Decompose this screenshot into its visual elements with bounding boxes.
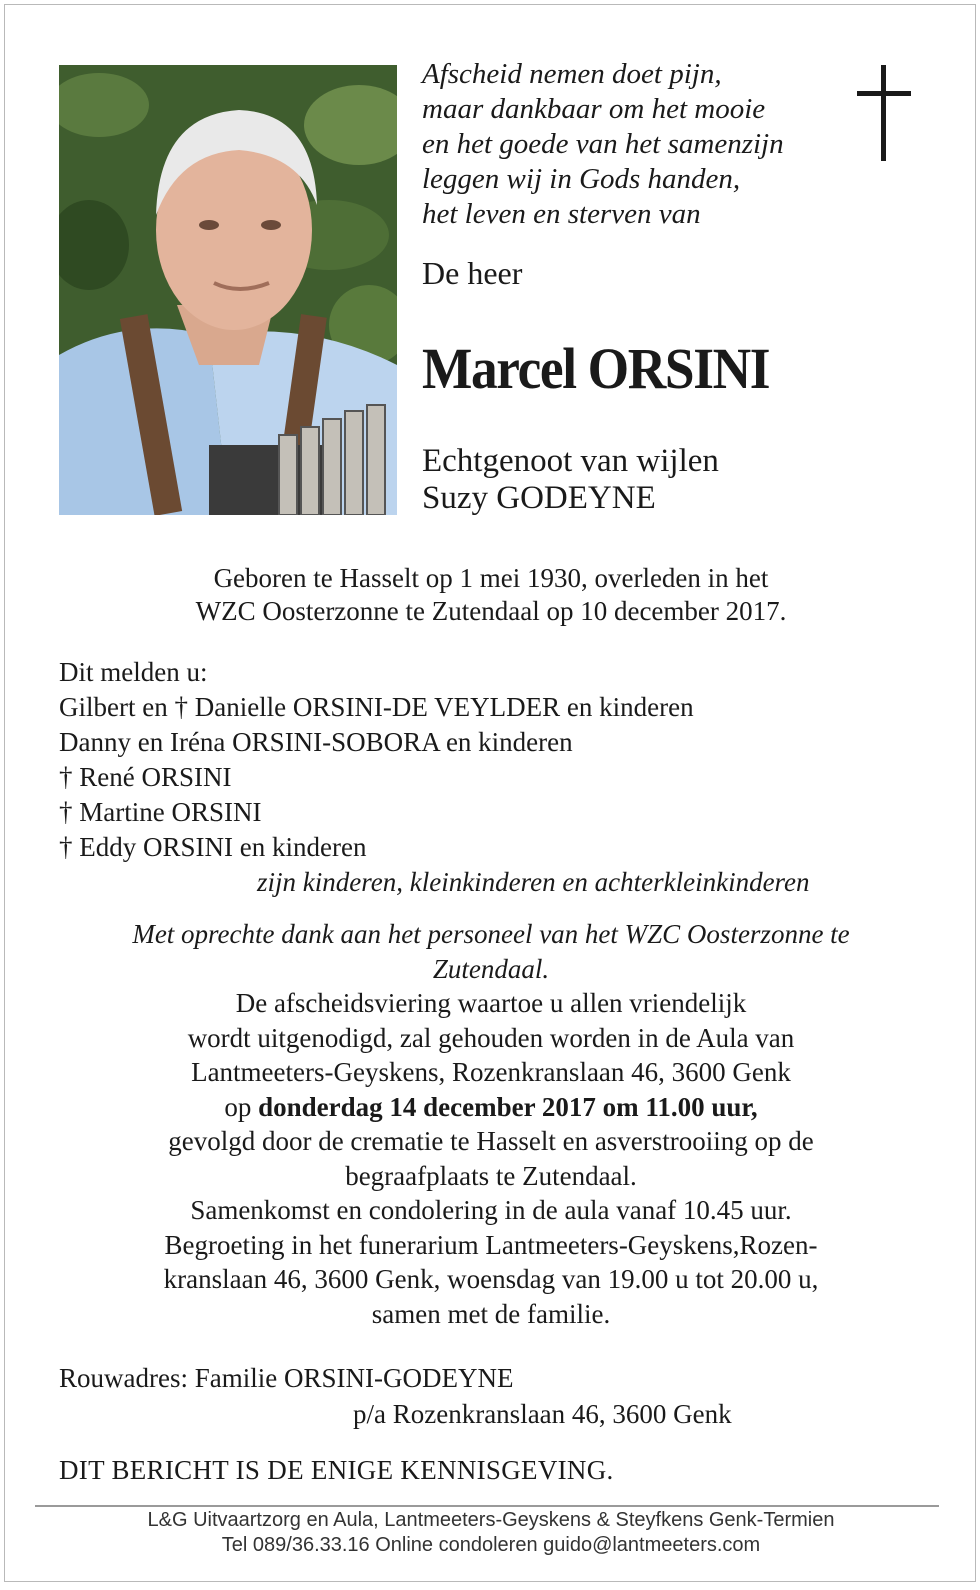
family-list [59, 655, 810, 897]
ceremony-date: donderdag 14 december 2017 om 11.00 uur, [258, 1091, 758, 1122]
thanks-line: Zutendaal. [432, 953, 550, 984]
ceremony-line: begraafplaats te Zutendaal. [345, 1160, 637, 1191]
poem [422, 57, 852, 232]
footer-line: L&G Uitvaartzorg en Aula, Lantmeeters-Geyskens & Steyfkens Genk-Termien [147, 1509, 835, 1531]
ceremony-line: wordt uitgenodigd, zal gehouden worden in de Aula van [187, 1022, 795, 1053]
birth-line: Geboren te Hasselt op 1 mei 1930, overleden in het [213, 563, 769, 593]
funeral-notice [4, 4, 976, 1582]
family-member: † René ORSINI [59, 762, 232, 792]
address-line: Rouwadres: Familie ORSINI-GODEYNE [59, 1363, 514, 1393]
ceremony-line: kranslaan 46, 3600 Genk, woensdag van 19.00 u tot 20.00 u, [163, 1264, 819, 1294]
poem-line: maar dankbaar om het mooie [422, 93, 766, 125]
birth-death-info [5, 562, 977, 628]
spouse-name: Suzy GODEYNE [422, 480, 656, 516]
ceremony-line: De afscheidsviering waartoe u allen vriendelijk [235, 988, 747, 1018]
poem-line: leggen wij in Gods handen, [422, 163, 741, 195]
address-line: p/a Rozenkranslaan 46, 3600 Genk [353, 1399, 732, 1429]
ceremony-line: Samenkomst en condolering in de aula vanaf 10.45 uur. [190, 1195, 792, 1225]
ceremony-date-line [45, 1090, 937, 1125]
poem-line: Afscheid nemen doet pijn, [422, 58, 722, 90]
ceremony-line: gevolgd door de crematie te Hasselt en asverstrooiing op de [168, 1126, 814, 1156]
portrait-photo [59, 65, 397, 515]
family-member: Gilbert en † Danielle ORSINI-DE VEYLDER en kinderen [59, 692, 694, 722]
ceremony-line: Lantmeeters-Geyskens, Rozenkranslaan 46, 3600 Genk [191, 1057, 791, 1087]
portrait-illustration [59, 65, 397, 515]
family-member: Danny en Iréna ORSINI-SOBORA en kinderen [59, 727, 573, 757]
family-member: † Eddy ORSINI en kinderen [59, 832, 367, 862]
family-member: † Martine ORSINI [59, 797, 262, 827]
mourning-address [59, 1360, 732, 1432]
notice-statement: DIT BERICHT IS DE ENIGE KENNISGEVING. [59, 1455, 614, 1485]
ceremony-info [45, 917, 937, 1331]
ceremony-line: samen met de familie. [371, 1298, 611, 1329]
footer [5, 1508, 977, 1558]
spouse-line: Echtgenoot van wijlen [422, 443, 719, 479]
ceremony-date-prefix: op [224, 1091, 252, 1122]
spouse-info [422, 443, 719, 517]
footer-contact: Tel 089/36.33.16 Online condoleren guido@lantmeeters.com [221, 1534, 761, 1556]
thanks-line: Met oprechte dank aan het personeel van het WZC Oosterzonne te [132, 919, 850, 949]
footer-divider [35, 1505, 939, 1507]
honorific: De heer [422, 255, 523, 291]
poem-line: en het goede van het samenzijn [422, 128, 784, 160]
family-intro: Dit melden u: [59, 657, 208, 687]
deceased-name: Marcel ORSINI [422, 336, 770, 401]
family-relation: zijn kinderen, kleinkinderen en achterkleinkinderen [257, 867, 810, 897]
death-line: WZC Oosterzonne te Zutendaal op 10 december 2017. [195, 596, 787, 626]
poem-line: het leven en sterven van [422, 198, 701, 230]
cross-icon [855, 65, 915, 161]
ceremony-line: Begroeting in het funerarium Lantmeeters-Geyskens,Rozen- [164, 1229, 818, 1260]
